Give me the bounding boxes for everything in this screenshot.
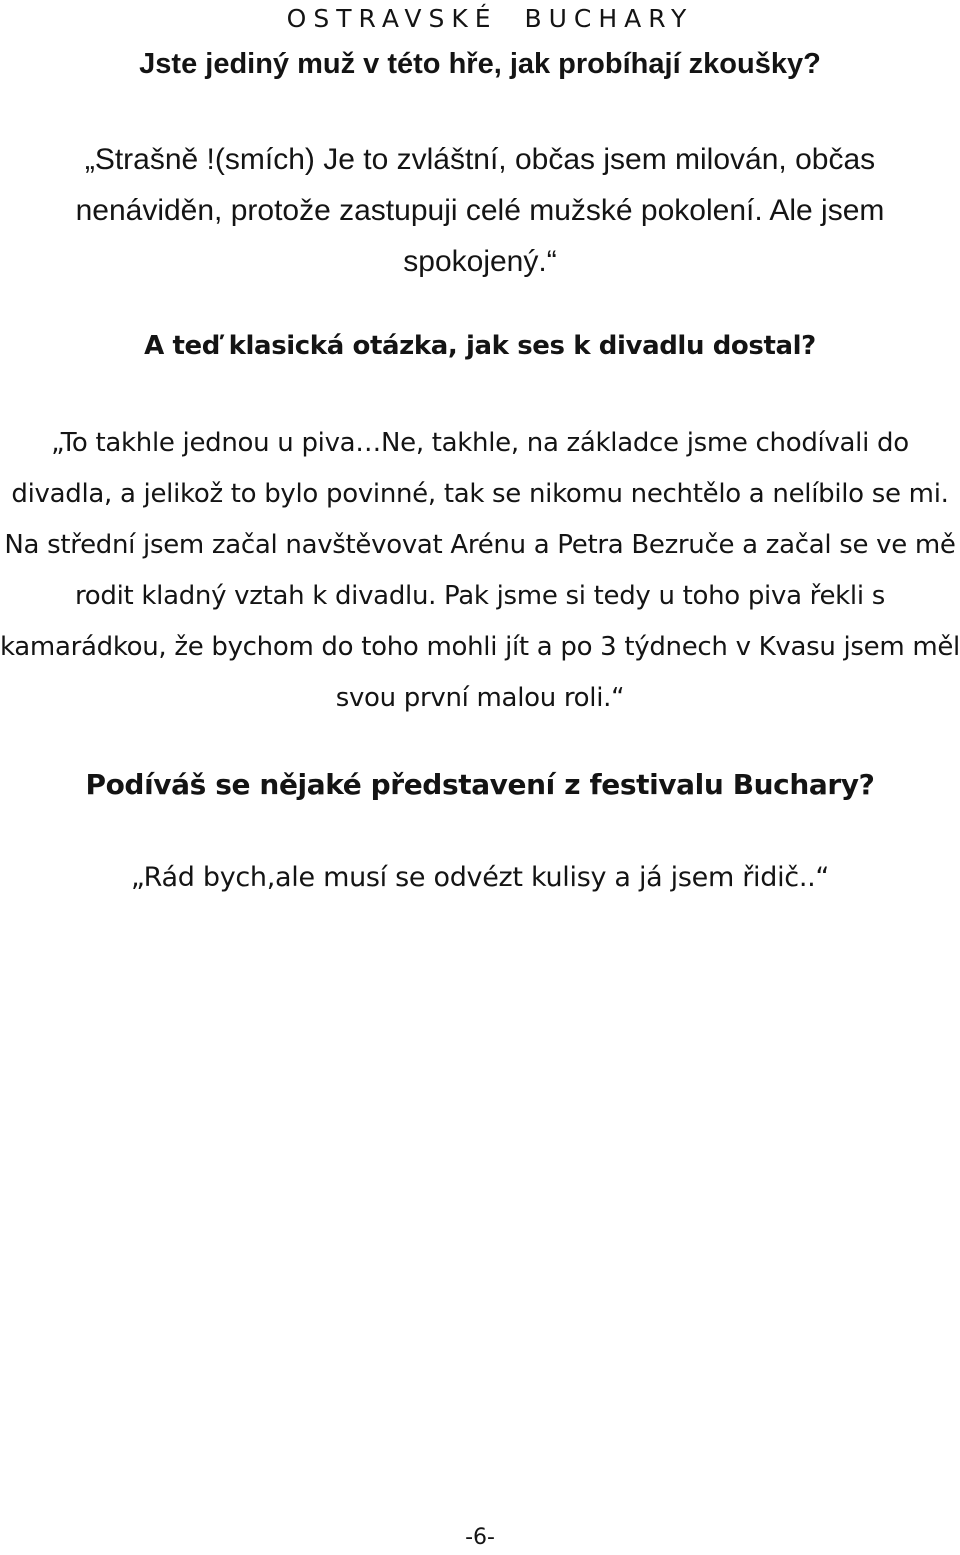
interview-answer-3: „Rád bych,ale musí se odvézt kulisy a já jsem řidič..“ (130, 862, 830, 893)
header-title: OSTRAVSKÉ BUCHARY (286, 4, 694, 33)
interview-answer-1: „Strašně !(smích) Je to zvláštní, občas jsem milován, občas nenáviděn, protože zastupuji celé mužské pokolení. Ale jsem spokojený.“ (75, 143, 885, 278)
page-number: -6- (465, 1525, 495, 1550)
interview-question-3: Podíváš se nějaké představení z festivalu Buchary? (85, 768, 875, 801)
interview-question-1: Jste jediný muž v této hře, jak probíhají zkoušky? (139, 48, 821, 80)
interview-answer-2: „To takhle jednou u piva…Ne, takhle, na základce jsme chodívali do divadla, a jelikož to bylo povinné, tak se nikomu nechtělo a nelíbilo se mi. Na střední jsem začal navštěvovat Arénu a Petra Bezruče a začal se ve mě rodit kladný vztah k divadlu. Pak jsme si tedy u toho piva řekli s kamarádkou, že bychom do toho mohli jít a po 3 týdnech v Kvasu jsem měl svou první malou roli.“ (0, 428, 960, 713)
interview-question-2: A teď klasická otázka, jak ses k divadlu dostal? (144, 331, 816, 361)
